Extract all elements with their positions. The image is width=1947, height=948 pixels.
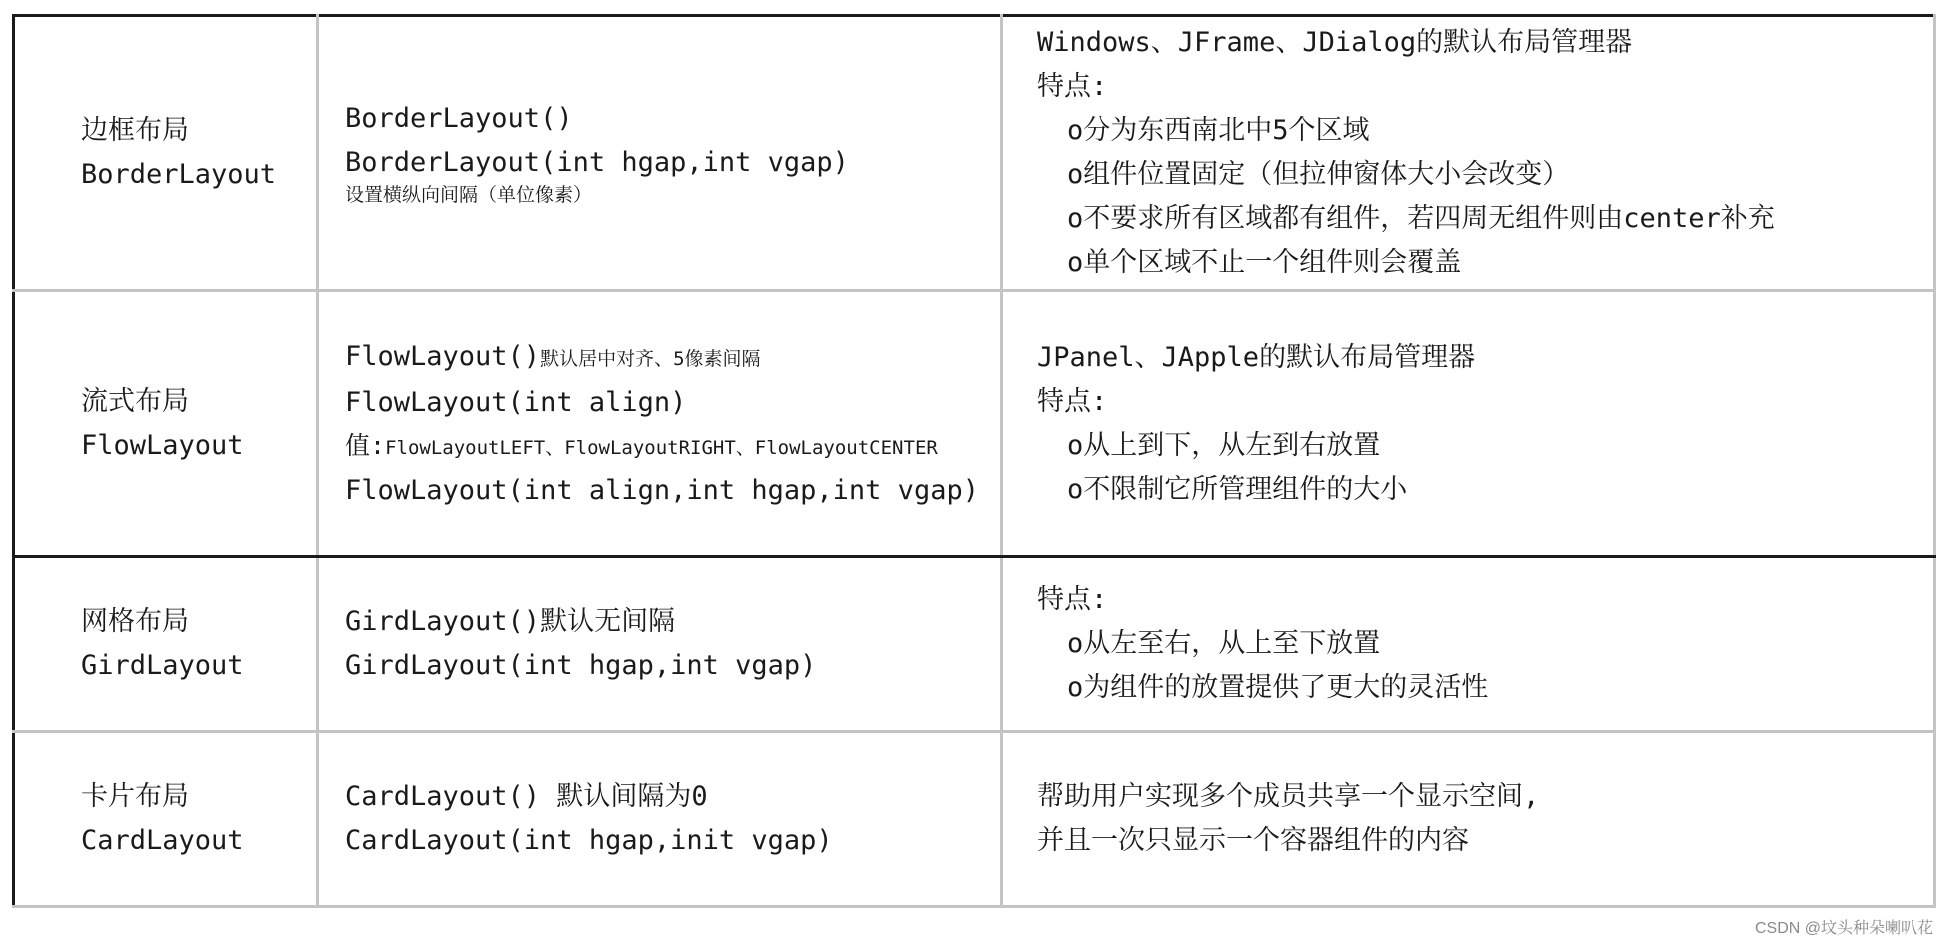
description-bullet: o不要求所有区域都有组件，若四周无组件则由center补充 — [1067, 203, 1775, 234]
description-cell — [1002, 732, 1935, 907]
layout-name-en: GirdLayout — [81, 650, 244, 681]
constructor-cell — [318, 16, 1002, 291]
constructor-line: CardLayout(int hgap,init vgap) — [345, 825, 833, 856]
description-bullet: o为组件的放置提供了更大的灵活性 — [1067, 672, 1489, 703]
constructor-line: GirdLayout(int hgap,int vgap) — [345, 650, 817, 681]
align-values-prefix: 值: — [345, 430, 386, 460]
constructor-line: CardLayout() 默认间隔为0 — [345, 781, 708, 812]
description-cell — [1002, 16, 1935, 291]
description-line: Windows、JFrame、JDialog的默认布局管理器 — [1037, 27, 1633, 58]
table-row — [14, 557, 1935, 732]
description-line: 特点: — [1037, 385, 1108, 417]
source-watermark: CSDN @坟头种朵喇叭花 — [1754, 920, 1933, 937]
constructor-line — [345, 335, 1000, 381]
align-values-list: FlowLayoutLEFT、FlowLayoutRIGHT、FlowLayoutCENTER — [385, 436, 938, 459]
description-bullet: o从上到下，从左到右放置 — [1067, 429, 1381, 461]
constructor-line: BorderLayout(int hgap,int vgap) — [345, 147, 849, 178]
constructor-line: FlowLayout(int align,int hgap,int vgap) — [345, 474, 979, 506]
description-cell — [1002, 291, 1935, 557]
description-bullet: o组件位置固定（但拉伸窗体大小会改变） — [1067, 159, 1570, 190]
layout-name-cell — [14, 16, 318, 291]
constructor-cell — [318, 557, 1002, 732]
description-line: 特点: — [1037, 584, 1108, 615]
constructor-line: GirdLayout()默认无间隔 — [345, 606, 676, 637]
layout-name-en: CardLayout — [81, 825, 244, 856]
align-values-line — [345, 425, 1000, 469]
description-line: JPanel、JApple的默认布局管理器 — [1037, 341, 1476, 373]
layout-managers-table — [12, 14, 1936, 908]
layout-name-cn: 流式布局 — [81, 385, 189, 417]
constructor-cell — [318, 291, 1002, 557]
constructor-signature: FlowLayout() — [345, 340, 541, 372]
description-bullet: o不限制它所管理组件的大小 — [1067, 473, 1408, 505]
constructor-note: 默认居中对齐、5像素间隔 — [540, 347, 761, 370]
description-line: 特点: — [1037, 71, 1108, 102]
description-bullet: o单个区域不止一个组件则会覆盖 — [1067, 247, 1462, 278]
layout-name-en: FlowLayout — [81, 429, 244, 461]
constructor-note: 设置横纵向间隔（单位像素） — [345, 184, 593, 206]
description-bullet: o从左至右，从上至下放置 — [1067, 628, 1381, 659]
description-bullet: o分为东西南北中5个区域 — [1067, 115, 1370, 146]
constructor-line: FlowLayout(int align) — [345, 386, 687, 418]
layout-name-en: BorderLayout — [81, 159, 277, 190]
layout-name-cn: 卡片布局 — [81, 781, 189, 812]
table-row — [14, 16, 1935, 291]
layout-name-cell — [14, 557, 318, 732]
constructor-line: BorderLayout() — [345, 103, 573, 134]
layout-name-cell — [14, 291, 318, 557]
description-line: 帮助用户实现多个成员共享一个显示空间, — [1037, 781, 1540, 812]
layout-name-cell — [14, 732, 318, 907]
layout-name-cn: 网格布局 — [81, 606, 189, 637]
description-cell — [1002, 557, 1935, 732]
description-line: 并且一次只显示一个容器组件的内容 — [1037, 825, 1469, 856]
constructor-cell — [318, 732, 1002, 907]
table-row — [14, 732, 1935, 907]
table-row — [14, 291, 1935, 557]
layout-name-cn: 边框布局 — [81, 115, 189, 146]
